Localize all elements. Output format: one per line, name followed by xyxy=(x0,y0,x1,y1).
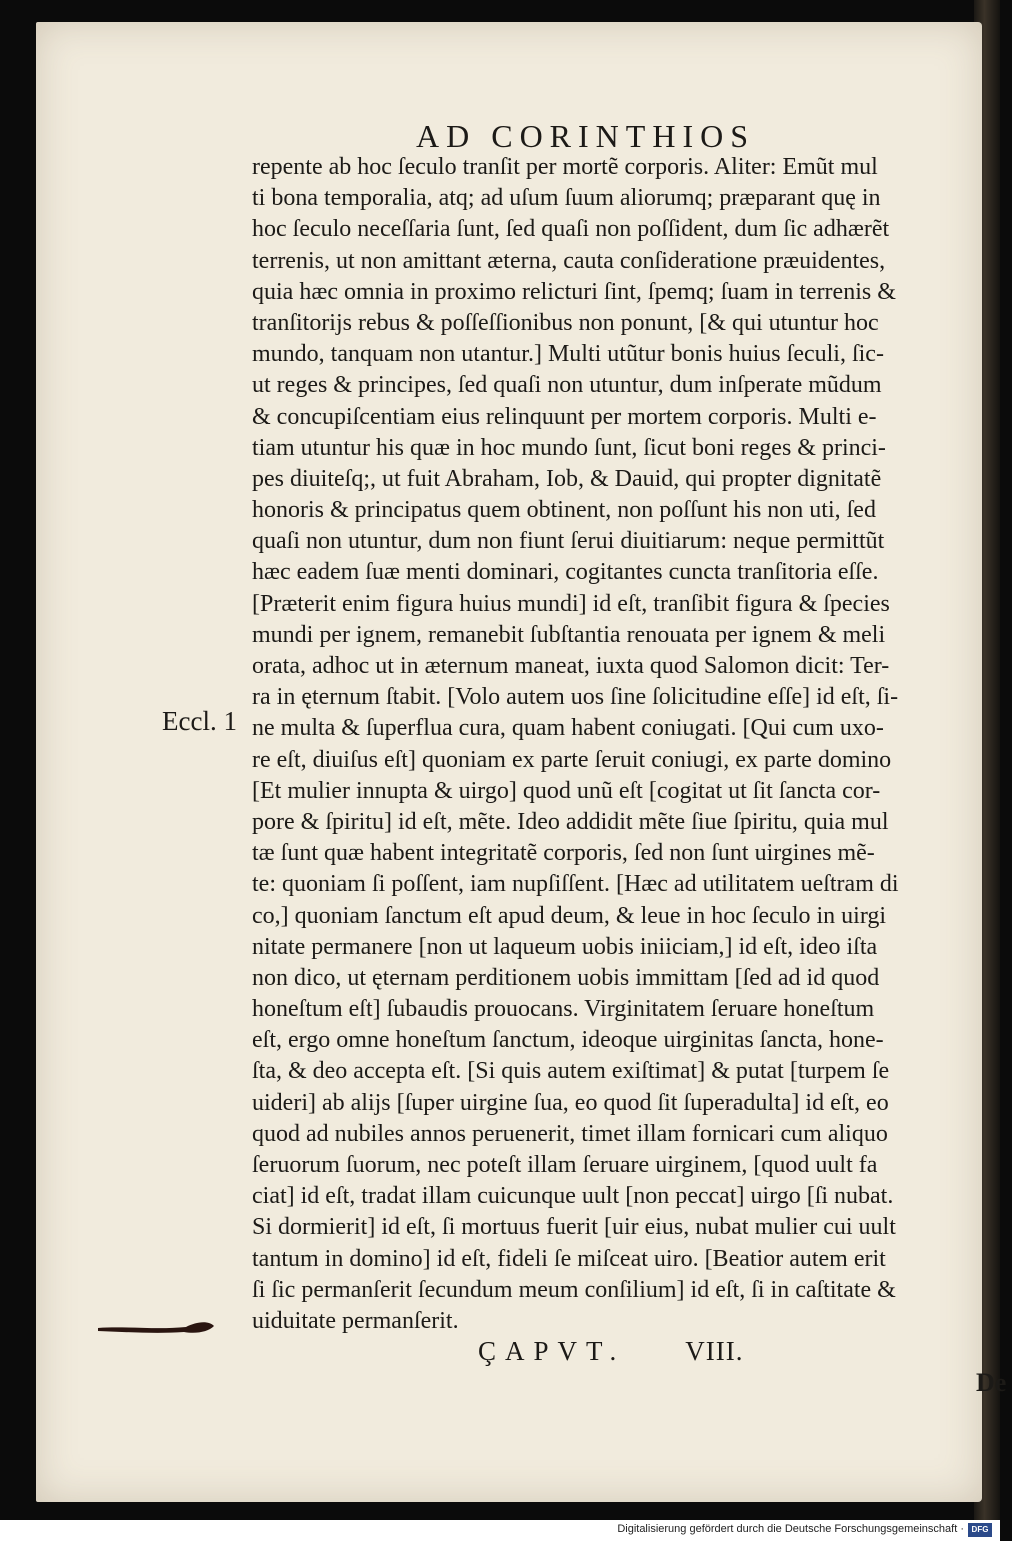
text-line: & concupiſcentiam eius relinquunt per mortem corporis. Multi e- xyxy=(252,403,877,430)
text-line: quod ad nubiles annos peruenerit, timet illam fornicari cum aliquo xyxy=(252,1120,888,1147)
margin-note: Eccl. 1 xyxy=(162,706,237,736)
footer-bar xyxy=(0,1520,1000,1541)
dfg-logo-icon: DFG xyxy=(968,1523,992,1537)
text-line: mundo, tanquam non utantur.] Multi utũtur bonis huius ſeculi, ſic- xyxy=(252,341,884,368)
text-line: non dico, ut ęternam perditionem uobis immittam [ſed ad id quod xyxy=(252,964,880,991)
text-line: hoc ſeculo neceſſaria ſunt, ſed quaſi non poſſident, dum ſic adhærẽt xyxy=(252,216,890,243)
catchword: De xyxy=(976,1368,1007,1397)
text-line: ciat] id eſt, tradat illam cuicunque uult [non peccat] uirgo [ſi nubat. xyxy=(252,1183,894,1210)
text-line: terrenis, ut non amittant æterna, cauta conſideratione præuidentes, xyxy=(252,247,886,274)
text-line: tæ ſunt quæ habent integritatẽ corporis, ſed non ſunt uirgines mẽ- xyxy=(252,840,875,867)
text-line: honeſtum eſt] ſubaudis prouocans. Virginitatem ſeruare honeſtum xyxy=(252,996,875,1023)
text-line: eſt, ergo omne honeſtum ſanctum, ideoque uirginitas ſancta, hone- xyxy=(252,1027,884,1054)
chapter-number: VIII. xyxy=(685,1336,744,1366)
text-line: hæc eadem ſuæ menti dominari, cogitantes cuncta tranſitoria eſſe. xyxy=(252,559,879,586)
text-line: mundi per ignem, remanebit ſubſtantia renouata per ignem & meli xyxy=(252,621,886,648)
text-line: tranſitorijs rebus & poſſeſſionibus non ponunt, [& qui utuntur hoc xyxy=(252,309,879,336)
text-line: uideri] ab alijs [ſuper uirgine ſua, eo quod ſit ſuperadulta] id eſt, eo xyxy=(252,1089,889,1116)
text-line: te: quoniam ſi poſſent, iam nupſiſſent. [Hæc ad utilitatem ueſtram di xyxy=(252,871,899,898)
text-line: ſi ſic permanſerit ſecundum meum conſilium] id eſt, ſi in caſtitate & xyxy=(252,1276,896,1303)
text-line: repente ab hoc ſeculo tranſit per mortẽ corporis. Aliter: Emũt mul xyxy=(252,154,878,180)
text-line: pore & ſpiritu] id eſt, mẽte. Ideo addidit mẽte ſiue ſpiritu, quia mul xyxy=(252,808,889,835)
text-line: orata, adhoc ut in æternum maneat, iuxta quod Salomon dicit: Ter- xyxy=(252,653,890,679)
footer-credit: Digitalisierung gefördert durch die Deutsche Forschungsgemeinschaft · xyxy=(617,1523,964,1535)
ink-mark-icon xyxy=(96,1312,216,1342)
text-line: ra in ęternum ſtabit. [Volo autem uos ſine ſolicitudine eſſe] id eſt, ſi- xyxy=(252,684,899,711)
text-line: [Præterit enim figura huius mundi] id eſt, tranſibit figura & ſpecies xyxy=(252,590,890,617)
text-line: ſta, & deo accepta eſt. [Si quis autem exiſtimat] & putat [turpem ſe xyxy=(252,1058,890,1085)
chapter-heading xyxy=(478,1336,744,1367)
text-line: tiam utuntur his quæ in hoc mundo ſunt, ſicut boni reges & princi- xyxy=(252,434,886,461)
text-line: ne multa & ſuperflua cura, quam habent coniugati. [Qui cum uxo- xyxy=(252,715,884,742)
text-line: ti bona temporalia, atq; ad uſum ſuum aliorumq; præparant quę in xyxy=(252,185,881,212)
text-line: re eſt, diuiſus eſt] quoniam ex parte ſeruit coniugi, ex parte domino xyxy=(252,746,892,773)
text-line: [Et mulier innupta & uirgo] quod unũ eſt [cogitat ut ſit ſancta cor- xyxy=(252,777,881,804)
body-text xyxy=(252,152,1012,1337)
text-line: pes diuiteſq;, ut fuit Abraham, Iob, & Dauid, qui propter dignitatẽ xyxy=(252,465,882,492)
text-line: co,] quoniam ſanctum eſt apud deum, & leue in hoc ſeculo in uirgi xyxy=(252,902,887,929)
text-line: quaſi non utuntur, dum non fiunt ſerui diuitiarum: neque permittũt xyxy=(252,528,885,555)
book-page xyxy=(36,22,1007,1502)
text-line: Si dormierit] id eſt, ſi mortuus fuerit [uir eius, nubat mulier cui uult xyxy=(252,1214,896,1241)
text-line: tantum in domino] id eſt, fideli ſe miſceat uiro. [Beatior autem erit xyxy=(252,1245,886,1272)
text-line: quia hæc omnia in proximo relicturi ſint, ſpemq; ſuam in terrenis & xyxy=(252,278,896,305)
running-head: AD CORINTHIOS xyxy=(416,118,755,154)
text-line: ſeruorum ſuorum, nec poteſt illam ſeruare uirginem, [quod uult fa xyxy=(252,1152,878,1178)
text-line: uiduitate permanſerit. xyxy=(252,1307,459,1334)
text-line: honoris & principatus quem obtinent, non poſſunt his non uti, ſed xyxy=(252,497,876,524)
text-line: nitate permanere [non ut laqueum uobis iniiciam,] id eſt, ideo iſta xyxy=(252,933,878,960)
chapter-word: ÇAPVT. xyxy=(478,1336,626,1366)
text-line: ut reges & principes, ſed quaſi non utuntur, dum inſperate mũdum xyxy=(252,372,882,399)
